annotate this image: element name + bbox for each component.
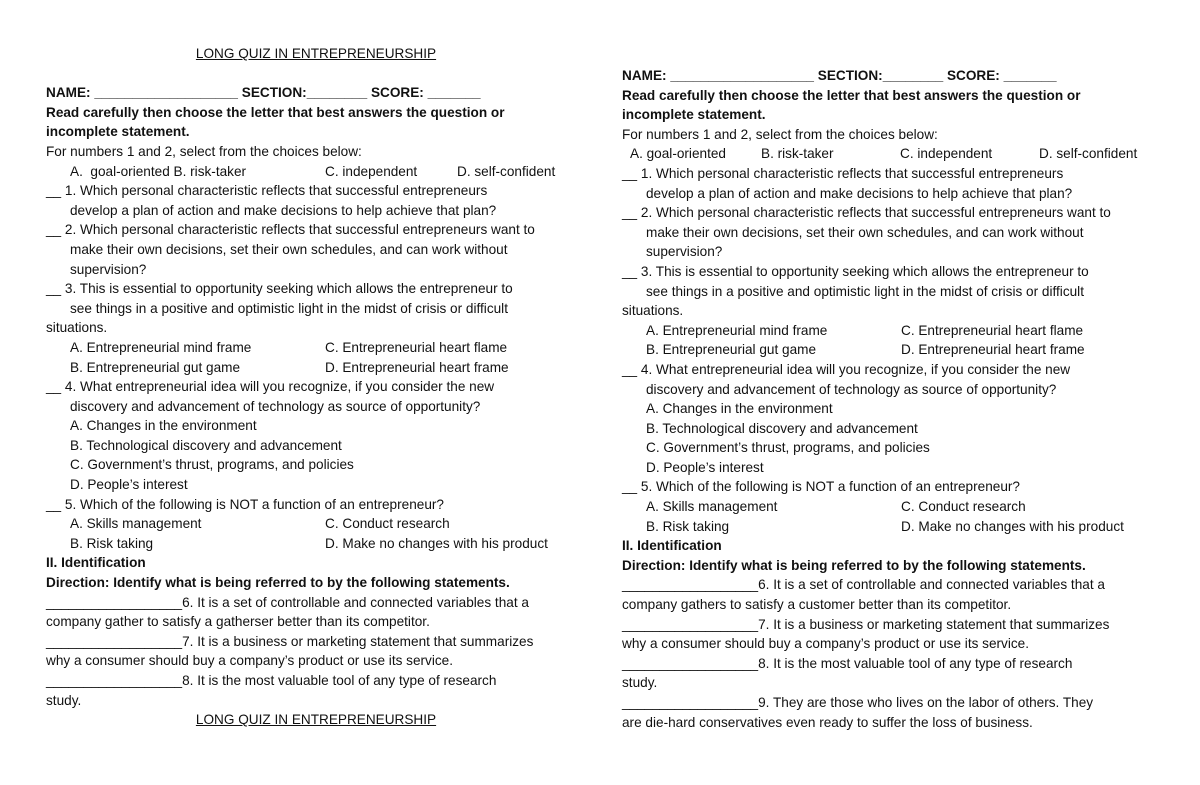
option: C. Conduct research xyxy=(325,516,450,532)
option-row xyxy=(46,534,586,554)
section-heading: II. Identification xyxy=(46,555,146,571)
spacer xyxy=(46,64,586,84)
option-row xyxy=(622,517,1162,537)
choice: D. self-confident xyxy=(1039,146,1138,162)
question-2: __ 2. Which personal characteristic reflects that successful entrepreneurs want to xyxy=(622,205,1111,221)
right-quiz-page xyxy=(622,66,1162,732)
option-row xyxy=(622,321,1162,341)
question-1: __ 1. Which personal characteristic reflects that successful entrepreneurs xyxy=(46,183,488,199)
option: D. Make no changes with his product xyxy=(901,518,1124,534)
identification-item: __________________7. It is a business or marketing statement that summarizes xyxy=(46,633,534,649)
identification-item-cont: why a consumer should buy a company’s product or use its service. xyxy=(622,636,1030,652)
option: D. People’s interest xyxy=(70,477,188,493)
instruction-line: Read carefully then choose the letter that best answers the question or xyxy=(622,87,1081,103)
question-2-cont: make their own decisions, set their own schedules, and can work without xyxy=(70,241,508,257)
question-5: __ 5. Which of the following is NOT a function of an entrepreneur? xyxy=(622,479,1020,495)
instruction-line: Read carefully then choose the letter that best answers the question or xyxy=(46,104,505,120)
identification-item: __________________8. It is the most valuable tool of any type of research xyxy=(46,673,497,688)
choice: C. independent xyxy=(325,163,418,179)
option-row xyxy=(46,338,586,358)
question-3: __ 3. This is essential to opportunity seeking which allows the entrepreneur to xyxy=(46,281,513,297)
identification-item: __________________9. They are those who lives on the labor of others. They xyxy=(622,695,1094,710)
identification-item-cont: are die-hard conservatives even ready to suffer the loss of business. xyxy=(622,714,1033,730)
question-1-cont: develop a plan of action and make decisions to help achieve that plan? xyxy=(70,202,497,218)
direction-line: Direction: Identify what is being referred to by the following statements. xyxy=(46,575,510,591)
option: A. Changes in the environment xyxy=(646,401,833,417)
instruction-line: incomplete statement. xyxy=(622,107,766,123)
question-2-cont: supervision? xyxy=(646,244,723,260)
choice: A. goal-oriented B. risk-taker xyxy=(70,163,247,179)
identification-item: __________________6. It is a set of controllable and connected variables that a xyxy=(622,577,1105,593)
instruction-line: incomplete statement. xyxy=(46,124,190,140)
question-3: __ 3. This is essential to opportunity seeking which allows the entrepreneur to xyxy=(622,263,1089,279)
option: B. Risk taking xyxy=(646,518,730,534)
option: C. Entrepreneurial heart flame xyxy=(901,322,1084,338)
identification-item: __________________7. It is a business or marketing statement that summarizes xyxy=(622,616,1110,632)
question-3-cont: situations. xyxy=(622,303,684,319)
question-2: __ 2. Which personal characteristic reflects that successful entrepreneurs want to xyxy=(46,222,535,238)
option: B. Technological discovery and advancement xyxy=(646,420,918,436)
question-3-cont: situations. xyxy=(46,320,108,336)
option-row xyxy=(46,358,586,378)
option: C. Entrepreneurial heart flame xyxy=(325,339,508,355)
identification-item: __________________8. It is the most valuable tool of any type of research xyxy=(622,655,1073,671)
option-row xyxy=(622,340,1162,360)
direction-line: Direction: Identify what is being referred to by the following statements. xyxy=(622,557,1086,573)
question-4-cont: discovery and advancement of technology as source of opportunity? xyxy=(70,398,481,414)
option: D. Entrepreneurial heart frame xyxy=(325,359,509,375)
question-1: __ 1. Which personal characteristic reflects that successful entrepreneurs xyxy=(622,165,1064,181)
question-2-cont: supervision? xyxy=(70,261,147,277)
question-1-cont: develop a plan of action and make decisions to help achieve that plan? xyxy=(646,185,1073,201)
option: D. People’s interest xyxy=(646,459,764,475)
quiz-title: LONG QUIZ IN ENTREPRENEURSHIP xyxy=(195,46,437,61)
question-3-cont: see things in a positive and optimistic light in the midst of crisis or difficult xyxy=(646,283,1084,299)
quiz-title-footer: LONG QUIZ IN ENTREPRENEURSHIP xyxy=(195,712,437,728)
option: D. Make no changes with his product xyxy=(325,535,548,551)
shared-choices xyxy=(46,162,586,182)
choices-intro: For numbers 1 and 2, select from the choices below: xyxy=(622,126,938,142)
identification-item: __________________6. It is a set of controllable and connected variables that a xyxy=(46,594,529,610)
question-4-cont: discovery and advancement of technology as source of opportunity? xyxy=(646,381,1057,397)
identification-item-cont: why a consumer should buy a company’s product or use its service. xyxy=(46,653,454,669)
choice: B. risk-taker xyxy=(761,146,834,162)
identification-item-cont: company gather to satisfy a gatherser better than its competitor. xyxy=(46,614,430,630)
option: B. Entrepreneurial gut game xyxy=(646,342,817,358)
identification-item-cont: study. xyxy=(622,675,658,691)
choice: C. independent xyxy=(900,146,993,162)
option: C. Government’s thrust, programs, and policies xyxy=(70,457,354,473)
option: A. Skills management xyxy=(646,499,778,515)
question-4: __ 4. What entrepreneurial idea will you recognize, if you consider the new xyxy=(622,361,1071,377)
option: C. Government’s thrust, programs, and policies xyxy=(646,440,930,456)
option-row xyxy=(622,497,1162,517)
option: A. Entrepreneurial mind frame xyxy=(70,339,252,355)
section-heading: II. Identification xyxy=(622,538,722,554)
question-3-cont: see things in a positive and optimistic light in the midst of crisis or difficult xyxy=(70,300,508,316)
student-info-line: NAME: ___________________ SECTION:________ SCORE: _______ xyxy=(46,85,481,101)
choice: A. goal-oriented xyxy=(630,146,726,162)
left-quiz-page xyxy=(46,44,586,730)
identification-item-cont: study. xyxy=(46,692,82,708)
shared-choices xyxy=(622,144,1162,164)
option: A. Changes in the environment xyxy=(70,418,257,434)
option: A. Skills management xyxy=(70,516,202,532)
option: B. Technological discovery and advancement xyxy=(70,437,342,453)
option: B. Entrepreneurial gut game xyxy=(70,359,241,375)
choices-intro: For numbers 1 and 2, select from the choices below: xyxy=(46,143,362,159)
choice: D. self-confident xyxy=(457,163,556,179)
option: A. Entrepreneurial mind frame xyxy=(646,322,828,338)
question-4: __ 4. What entrepreneurial idea will you recognize, if you consider the new xyxy=(46,379,495,395)
student-info-line: NAME: ___________________ SECTION:________ SCORE: _______ xyxy=(622,68,1057,83)
question-5: __ 5. Which of the following is NOT a function of an entrepreneur? xyxy=(46,496,444,512)
option: C. Conduct research xyxy=(901,499,1026,515)
option: D. Entrepreneurial heart frame xyxy=(901,342,1085,358)
question-2-cont: make their own decisions, set their own schedules, and can work without xyxy=(646,224,1084,240)
option-row xyxy=(46,514,586,534)
identification-item-cont: company gathers to satisfy a customer better than its competitor. xyxy=(622,597,1012,613)
option: B. Risk taking xyxy=(70,535,154,551)
